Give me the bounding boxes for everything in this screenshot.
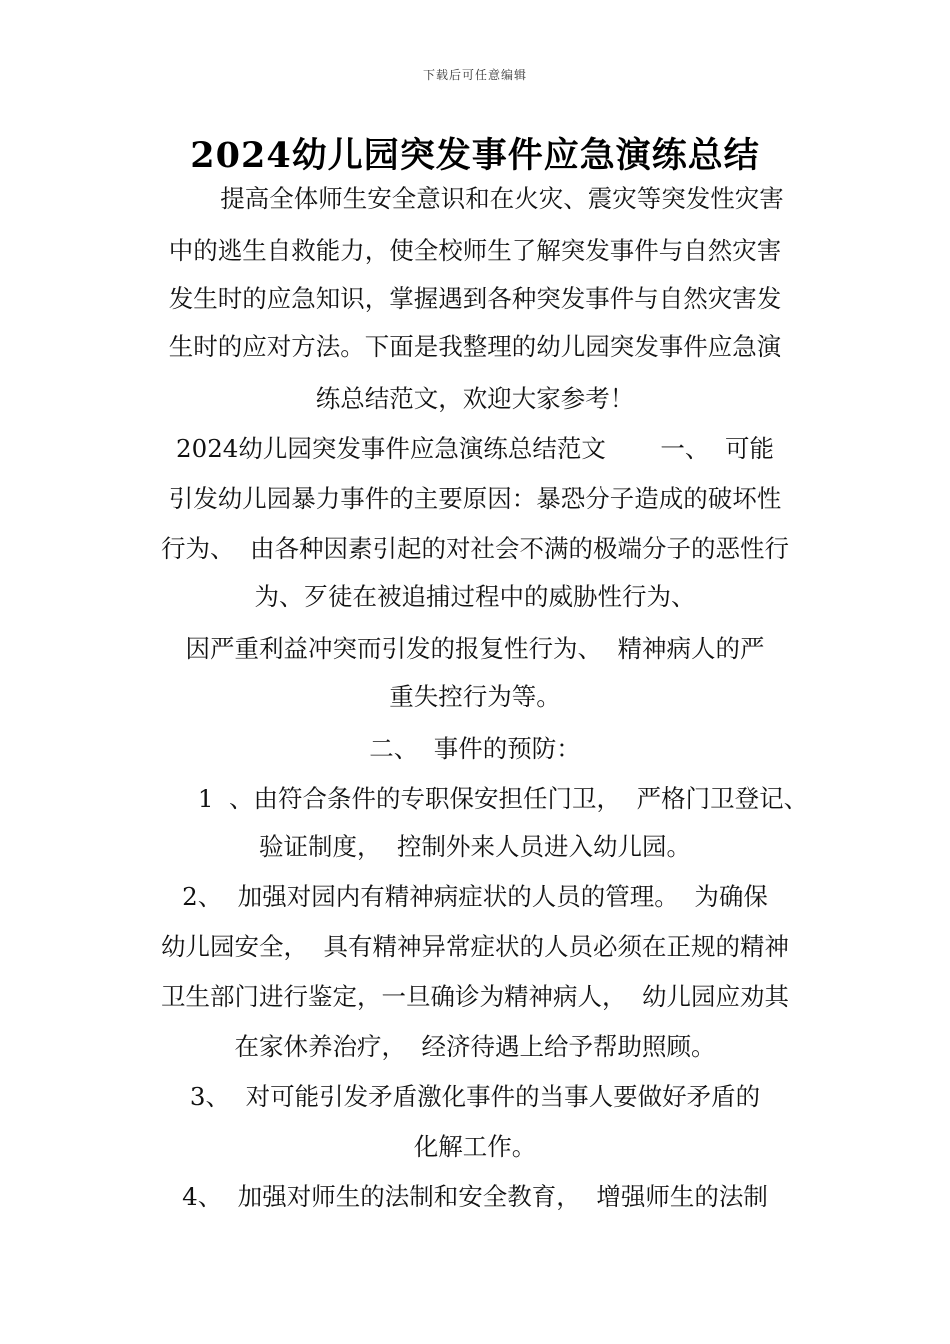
- body-line: 幼儿园安全， 具有精神异常症状的人员必须在正规的精神: [160, 932, 790, 961]
- body-line: 二、 事件的预防：: [369, 734, 581, 763]
- body-line: 行为、 由各种因素引起的对社会不满的极端分子的恶性行: [160, 534, 790, 563]
- body-line: 2024幼儿园突发事件应急演练总结范文 一、 可能: [176, 434, 774, 463]
- body-line: 在家休养治疗， 经济待遇上给予帮助照顾。: [234, 1032, 716, 1061]
- body-line: 化解工作。: [413, 1132, 537, 1161]
- body-line: 练总结范文，欢迎大家参考！: [315, 384, 635, 413]
- body-line: 生时的应对方法。下面是我整理的幼儿园突发事件应急演: [168, 332, 782, 361]
- body-line: 为、歹徒在被追捕过程中的威胁性行为、: [254, 582, 696, 611]
- body-line: 验证制度， 控制外来人员进入幼儿园。: [258, 832, 692, 861]
- body-line: 1 、由符合条件的专职保安担任门卫， 严格门卫登记、: [197, 784, 809, 813]
- body-line: 因严重利益冲突而引发的报复性行为、 精神病人的严: [185, 634, 765, 663]
- body-line: 发生时的应急知识，掌握遇到各种突发事件与自然灾害发: [168, 284, 782, 313]
- body-line: 卫生部门进行鉴定，一旦确诊为精神病人， 幼儿园应劝其: [160, 982, 790, 1011]
- body-line: 重失控行为等。: [389, 682, 561, 711]
- body-line: 3、 对可能引发矛盾激化事件的当事人要做好矛盾的: [189, 1082, 761, 1111]
- body-line: 4、 加强对师生的法制和安全教育， 增强师生的法制: [182, 1182, 768, 1211]
- body-line: 提高全体师生安全意识和在火灾、震灾等突发性灾害: [220, 184, 784, 213]
- body-line: 引发幼儿园暴力事件的主要原因：暴恐分子造成的破坏性: [168, 484, 782, 513]
- document-title: 2024幼儿园突发事件应急演练总结: [190, 135, 760, 176]
- body-line: 中的逃生自救能力，使全校师生了解突发事件与自然灾害: [168, 236, 782, 265]
- body-line: 2、 加强对园内有精神病症状的人员的管理。 为确保: [182, 882, 768, 911]
- header-note: 下载后可任意编辑: [422, 68, 527, 82]
